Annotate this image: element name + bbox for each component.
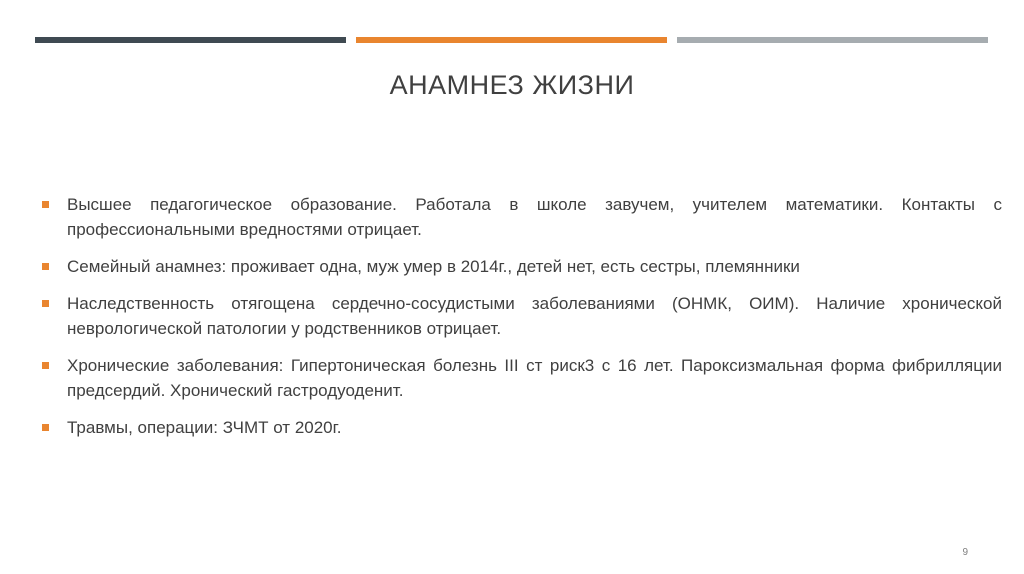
bullet-text: Высшее педагогическое образование. Работала в школе завучем, учителем математики. Контакты с профессиональными вредностями отрицает.: [67, 195, 1002, 239]
bullet-item: [42, 353, 1002, 403]
bullet-text: Семейный анамнез: проживает одна, муж умер в 2014г., детей нет, есть сестры, племянники: [67, 257, 800, 276]
decorative-bar-dark: [35, 37, 346, 43]
bullet-square-icon: [42, 201, 49, 208]
bullet-square-icon: [42, 263, 49, 270]
page-number: 9: [962, 547, 968, 558]
bullet-list: [42, 192, 1002, 452]
decorative-bar-orange: [356, 37, 667, 43]
bullet-text: Травмы, операции: ЗЧМТ от 2020г.: [67, 418, 342, 437]
slide-title: АНАМНЕЗ ЖИЗНИ: [389, 70, 635, 100]
bullet-text: Наследственность отягощена сердечно-сосудистыми заболеваниями (ОНМК, ОИМ). Наличие хронической неврологической патологии у родственников отрицает.: [67, 294, 1002, 338]
bullet-square-icon: [42, 362, 49, 369]
bullet-square-icon: [42, 300, 49, 307]
bullet-item: [42, 291, 1002, 341]
bullet-item: [42, 254, 1002, 279]
bullet-item: [42, 192, 1002, 242]
decorative-bar-gray: [677, 37, 988, 43]
bullet-text: Хронические заболевания: Гипертоническая болезнь III ст риск3 с 16 лет. Пароксизмальная форма фибрилляции предсердий. Хронический гастродуоденит.: [67, 356, 1002, 400]
bullet-item: [42, 415, 1002, 440]
bullet-square-icon: [42, 424, 49, 431]
